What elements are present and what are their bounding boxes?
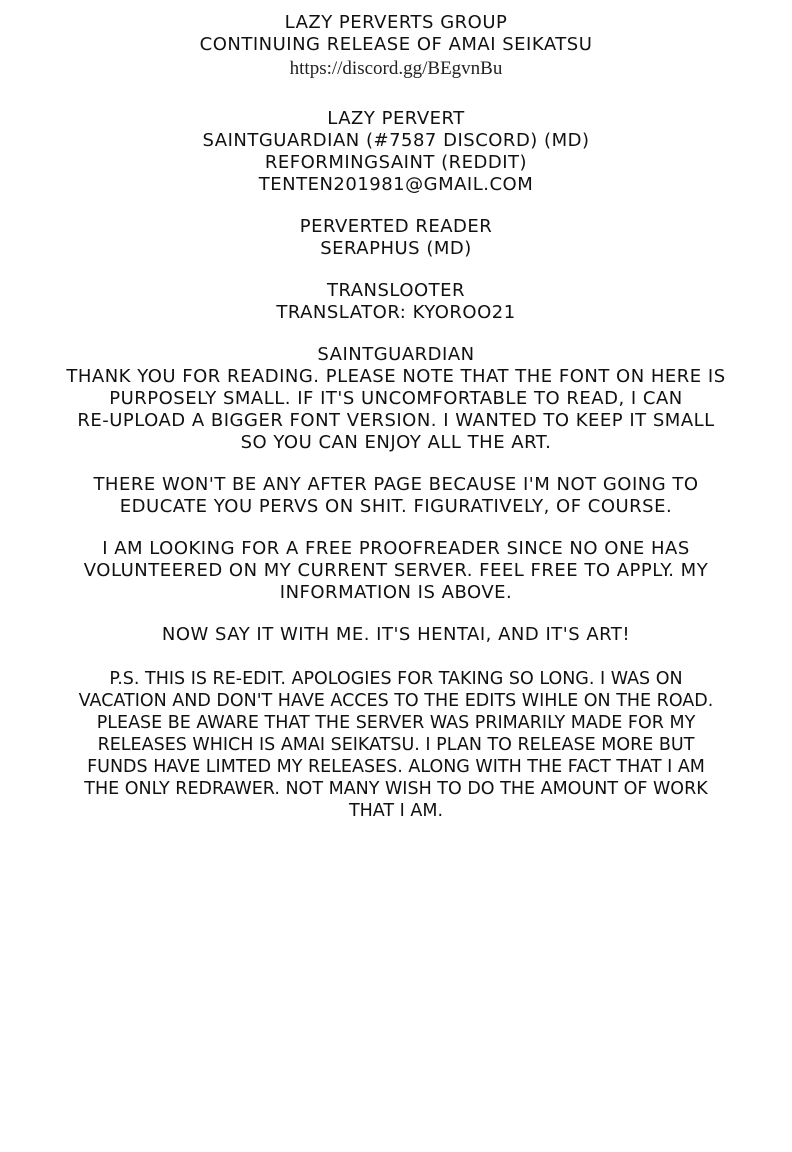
header-block (20, 12, 772, 80)
translator-line: TRANSLATOR: KYOROO21 (276, 302, 516, 323)
lazy-pervert-heading: LAZY PERVERT (327, 108, 465, 129)
group-name: LAZY PERVERTS GROUP (284, 12, 508, 33)
message-paragraph-1 (18, 366, 774, 454)
paragraph-line: P.S. THIS IS RE-EDIT. APOLOGIES FOR TAKING SO LONG. I WAS ON (109, 669, 683, 689)
paragraph-line: THERE WON'T BE ANY AFTER PAGE BECAUSE I'M NOT GOING TO (93, 474, 699, 495)
paragraph-line: THAT I AM. (348, 801, 444, 821)
perverted-reader-heading: PERVERTED READER (299, 216, 493, 237)
paragraph-line: THE ONLY REDRAWER. NOT MANY WISH TO DO THE AMOUNT OF WORK (84, 779, 708, 799)
message-paragraph-5 (18, 668, 774, 822)
paragraph-line: NOW SAY IT WITH ME. IT'S HENTAI, AND IT'S ART! (161, 624, 631, 645)
paragraph-line: PURPOSELY SMALL. IF IT'S UNCOMFORTABLE TO READ, I CAN (109, 388, 683, 409)
lazy-pervert-line: SAINTGUARDIAN (#7587 DISCORD) (MD) (202, 130, 590, 151)
paragraph-line: FUNDS HAVE LIMTED MY RELEASES. ALONG WITH THE FACT THAT I AM (87, 757, 705, 777)
paragraph-line: EDUCATE YOU PERVS ON SHIT. FIGURATIVELY, OF COURSE. (119, 496, 673, 517)
paragraph-line: I AM LOOKING FOR A FREE PROOFREADER SINCE NO ONE HAS (102, 538, 690, 559)
perverted-reader-line: SERAPHUS (MD) (320, 238, 472, 259)
paragraph-line: RELEASES WHICH IS AMAI SEIKATSU. I PLAN TO RELEASE MORE BUT (97, 735, 695, 755)
message-author-name: SAINTGUARDIAN (317, 344, 475, 365)
message-paragraph-2 (18, 474, 774, 518)
paragraph-line: INFORMATION IS ABOVE. (279, 582, 513, 603)
message-author (20, 344, 772, 366)
paragraph-line: SO YOU CAN ENJOY ALL THE ART. (240, 432, 552, 453)
paragraph-line: VOLUNTEERED ON MY CURRENT SERVER. FEEL FREE TO APPLY. MY (83, 560, 709, 581)
lazy-pervert-line: REFORMINGSAINT (REDDIT) (264, 152, 528, 173)
perverted-reader-block (20, 216, 772, 260)
paragraph-line: THANK YOU FOR READING. PLEASE NOTE THAT THE FONT ON HERE IS (66, 366, 726, 387)
paragraph-line: PLEASE BE AWARE THAT THE SERVER WAS PRIMARILY MADE FOR MY (96, 713, 696, 733)
lazy-pervert-block (20, 108, 772, 196)
discord-link[interactable]: https://discord.gg/BEgvnBu (289, 58, 503, 79)
paragraph-line: RE-UPLOAD A BIGGER FONT VERSION. I WANTED TO KEEP IT SMALL (77, 410, 715, 431)
translooter-block (20, 280, 772, 324)
release-line: CONTINUING RELEASE OF AMAI SEIKATSU (199, 34, 593, 55)
contact-email[interactable]: TENTEN201981@GMAIL.COM (258, 174, 534, 195)
translooter-heading: TRANSLOOTER (326, 280, 466, 301)
message-paragraph-4 (18, 624, 774, 646)
message-paragraph-3 (18, 538, 774, 604)
paragraph-line: VACATION AND DON'T HAVE ACCES TO THE EDITS WIHLE ON THE ROAD. (78, 691, 714, 711)
